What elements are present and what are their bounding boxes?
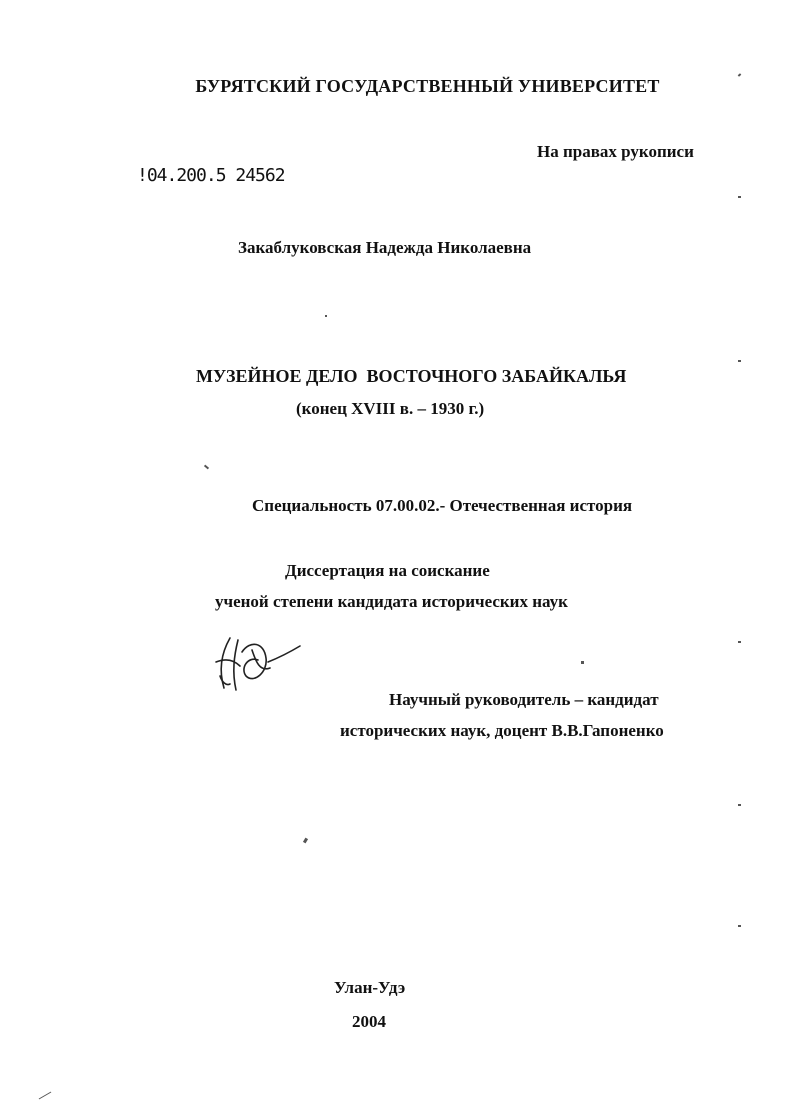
dissertation-line-1: Диссертация на соискание [285, 561, 490, 580]
supervisor-line-2: исторических наук, доцент В.В.Гапоненко [340, 721, 664, 740]
university-name: БУРЯТСКИЙ ГОСУДАРСТВЕННЫЙ УНИВЕРСИТЕТ [195, 76, 660, 96]
author-name: Закаблуковская Надежда Николаевна [238, 238, 532, 257]
supervisor-line-1: Научный руководитель – кандидат [389, 690, 659, 709]
dissertation-title: МУЗЕЙНОЕ ДЕЛО ВОСТОЧНОГО ЗАБАЙКАЛЬЯ [196, 366, 627, 386]
dissertation-period: (конец XVIII в. – 1930 г.) [296, 399, 485, 418]
scan-speck [581, 661, 584, 664]
manuscript-rights: На правах рукописи [537, 142, 694, 161]
scan-speck [738, 641, 741, 643]
dissertation-line-2: ученой степени кандидата исторических наук [215, 592, 568, 611]
registration-code: !04.200.5 24562 [137, 165, 285, 186]
scan-speck [204, 465, 209, 470]
year: 2004 [352, 1012, 386, 1031]
scan-speck [738, 925, 741, 927]
scan-speck [303, 838, 308, 844]
scan-speck [39, 1092, 52, 1100]
signature-image [212, 632, 304, 696]
city: Улан-Удэ [334, 978, 406, 997]
scan-speck [738, 804, 741, 806]
specialty: Специальность 07.00.02.- Отечественная история [252, 496, 633, 515]
scan-speck [325, 315, 327, 317]
scan-speck [738, 360, 741, 362]
scan-speck [738, 196, 741, 198]
